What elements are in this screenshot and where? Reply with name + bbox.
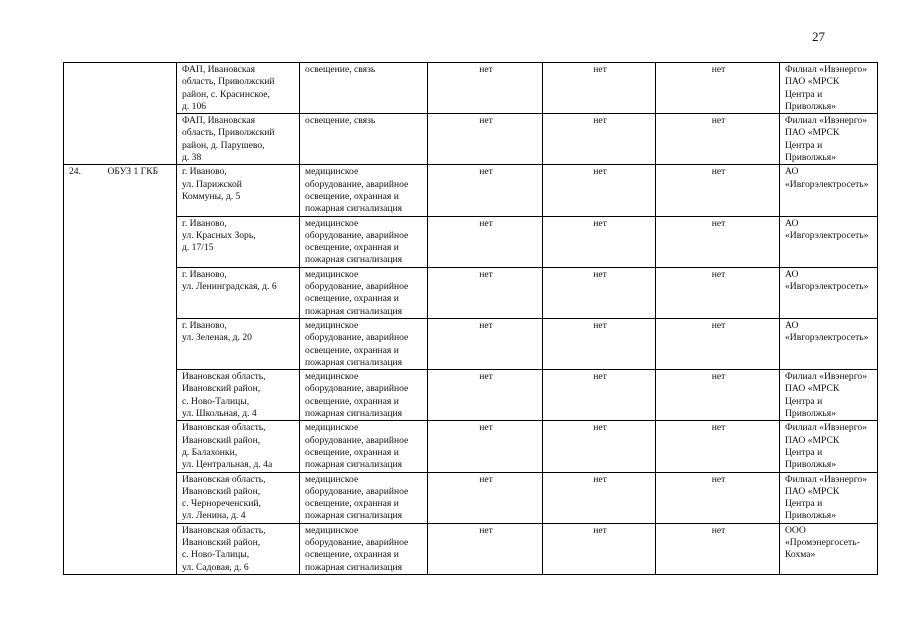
facility-address: г. Иваново, ул. Зеленая, д. 20 (177, 318, 300, 369)
equipment-description: медицинское оборудование, аварийное освещение, охранная и пожарная сигнализация (300, 216, 428, 267)
power-provider: Филиал «Ивэнерго» ПАО «МРСК Центра и Приволжья» (780, 63, 878, 114)
row-number (64, 370, 102, 421)
value-cell: нет (428, 421, 543, 472)
power-provider: Филиал «Ивэнерго» ПАО «МРСК Центра и Приволжья» (780, 421, 878, 472)
table-row (64, 216, 878, 267)
value-cell: нет (543, 165, 656, 216)
power-provider: Филиал «Ивэнерго» ПАО «МРСК Центра и Приволжья» (780, 114, 878, 165)
equipment-description: освещение, связь (300, 63, 428, 114)
value-cell: нет (656, 523, 780, 574)
organization-name (102, 523, 177, 574)
table-row (64, 472, 878, 523)
facility-address: г. Иваново, ул. Парижской Коммуны, д. 5 (177, 165, 300, 216)
row-number (64, 318, 102, 369)
equipment-description: медицинское оборудование, аварийное освещение, охранная и пожарная сигнализация (300, 370, 428, 421)
organization-name (102, 63, 177, 114)
value-cell: нет (428, 267, 543, 318)
row-number (64, 114, 102, 165)
value-cell: нет (656, 472, 780, 523)
value-cell: нет (656, 216, 780, 267)
organization-name: ОБУЗ 1 ГКБ (102, 165, 177, 216)
organization-name (102, 267, 177, 318)
power-provider: Филиал «Ивэнерго» ПАО «МРСК Центра и Приволжья» (780, 472, 878, 523)
facility-address: г. Иваново, ул. Красных Зорь, д. 17/15 (177, 216, 300, 267)
value-cell: нет (656, 318, 780, 369)
facility-address: г. Иваново, ул. Ленинградская, д. 6 (177, 267, 300, 318)
facility-address: ФАП, Ивановская область, Приволжский район, д. Парушево, д. 38 (177, 114, 300, 165)
value-cell: нет (428, 114, 543, 165)
page-number: 27 (812, 29, 825, 44)
value-cell: нет (543, 267, 656, 318)
value-cell: нет (428, 523, 543, 574)
table-row (64, 114, 878, 165)
table-row (64, 370, 878, 421)
power-provider: ООО «Промэнергосеть- Кохма» (780, 523, 878, 574)
organization-name (102, 318, 177, 369)
equipment-description: медицинское оборудование, аварийное освещение, охранная и пожарная сигнализация (300, 472, 428, 523)
row-number (64, 523, 102, 574)
organization-name (102, 421, 177, 472)
value-cell: нет (428, 370, 543, 421)
value-cell: нет (428, 216, 543, 267)
value-cell: нет (656, 370, 780, 421)
power-provider: Филиал «Ивэнерго» ПАО «МРСК Центра и Приволжья» (780, 370, 878, 421)
value-cell: нет (656, 114, 780, 165)
power-provider: АО «Ивгорэлектросеть» (780, 165, 878, 216)
facility-address: Ивановская область, Ивановский район, с. Ново-Талицы, ул. Школьная, д. 4 (177, 370, 300, 421)
row-number (64, 267, 102, 318)
value-cell: нет (543, 472, 656, 523)
power-provider: АО «Ивгорэлектросеть» (780, 267, 878, 318)
equipment-description: медицинское оборудование, аварийное освещение, охранная и пожарная сигнализация (300, 267, 428, 318)
table-row (64, 318, 878, 369)
value-cell: нет (543, 370, 656, 421)
value-cell: нет (656, 267, 780, 318)
facility-address: Ивановская область, Ивановский район, с. Чернореченский, ул. Ленина, д. 4 (177, 472, 300, 523)
value-cell: нет (428, 472, 543, 523)
row-number (64, 421, 102, 472)
value-cell: нет (543, 216, 656, 267)
value-cell: нет (543, 318, 656, 369)
equipment-description: медицинское оборудование, аварийное освещение, охранная и пожарная сигнализация (300, 523, 428, 574)
value-cell: нет (656, 165, 780, 216)
table-row (64, 523, 878, 574)
value-cell: нет (543, 523, 656, 574)
value-cell: нет (543, 421, 656, 472)
table-row (64, 421, 878, 472)
facility-address: ФАП, Ивановская область, Приволжский район, с. Красинское, д. 106 (177, 63, 300, 114)
value-cell: нет (543, 114, 656, 165)
equipment-description: медицинское оборудование, аварийное освещение, охранная и пожарная сигнализация (300, 318, 428, 369)
value-cell: нет (656, 421, 780, 472)
organization-name (102, 370, 177, 421)
facility-address: Ивановская область, Ивановский район, д. Балахонки, ул. Центральная, д. 4а (177, 421, 300, 472)
row-number (64, 63, 102, 114)
equipment-description: медицинское оборудование, аварийное освещение, охранная и пожарная сигнализация (300, 165, 428, 216)
row-number (64, 216, 102, 267)
organization-name (102, 216, 177, 267)
organization-name (102, 472, 177, 523)
power-provider: АО «Ивгорэлектросеть» (780, 216, 878, 267)
equipment-description: медицинское оборудование, аварийное освещение, охранная и пожарная сигнализация (300, 421, 428, 472)
value-cell: нет (656, 63, 780, 114)
table-row (64, 63, 878, 114)
facilities-table (63, 62, 878, 575)
organization-name (102, 114, 177, 165)
table-row (64, 267, 878, 318)
equipment-description: освещение, связь (300, 114, 428, 165)
value-cell: нет (543, 63, 656, 114)
value-cell: нет (428, 165, 543, 216)
row-number: 24. (64, 165, 102, 216)
value-cell: нет (428, 63, 543, 114)
row-number (64, 472, 102, 523)
power-provider: АО «Ивгорэлектросеть» (780, 318, 878, 369)
value-cell: нет (428, 318, 543, 369)
table-row (64, 165, 878, 216)
facility-address: Ивановская область, Ивановский район, с. Ново-Талицы, ул. Садовая, д. 6 (177, 523, 300, 574)
